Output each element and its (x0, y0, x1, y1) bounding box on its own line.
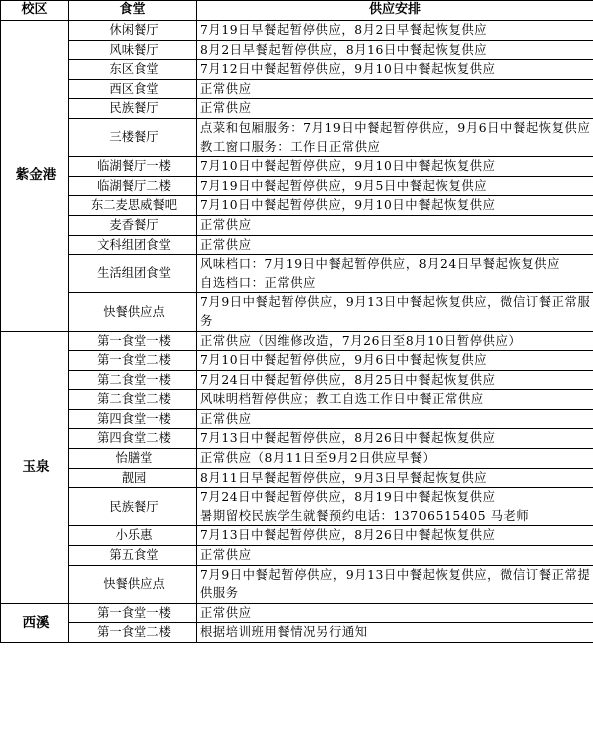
supply-arrangement (197, 99, 593, 119)
arrangement-line: 7月13日中餐起暂停供应，8月26日中餐起恢复供应 (200, 431, 496, 446)
header-campus: 校区 (1, 1, 69, 21)
arrangement-line: 点菜和包厢服务：7月19日中餐起暂停供应，9月6日中餐起恢复供应 (200, 120, 591, 135)
canteen-name: 第二食堂一楼 (69, 370, 197, 390)
table-row (1, 370, 593, 390)
table-row (1, 546, 593, 566)
supply-arrangement (197, 21, 593, 41)
table-row (1, 21, 593, 41)
canteen-name: 快餐供应点 (69, 565, 197, 603)
supply-arrangement (197, 449, 593, 469)
arrangement-line: 7月24日中餐起暂停供应，8月25日中餐起恢复供应 (200, 372, 496, 387)
canteen-name: 第二食堂二楼 (69, 390, 197, 410)
header-arrangement: 供应安排 (197, 1, 593, 21)
arrangement-line: 自选档口：正常供应 (200, 275, 317, 290)
arrangement-line: 7月19日早餐起暂停供应，8月2日早餐起恢复供应 (200, 23, 488, 37)
supply-arrangement (197, 235, 593, 255)
canteen-name: 第一食堂二楼 (69, 623, 197, 643)
arrangement-line: 7月10日中餐起暂停供应，9月10日中餐起恢复供应 (200, 198, 496, 213)
canteen-name: 民族餐厅 (69, 488, 197, 526)
table-row (1, 40, 593, 60)
canteen-name: 文科组团食堂 (69, 235, 197, 255)
canteen-name: 风味餐厅 (69, 40, 197, 60)
arrangement-line: 暑期留校民族学生就餐预约电话：13706515405 马老师 (200, 508, 530, 523)
canteen-name: 生活组团食堂 (69, 255, 197, 293)
table-row (1, 293, 593, 331)
table-row (1, 255, 593, 293)
canteen-name: 第四食堂二楼 (69, 429, 197, 449)
arrangement-line: 风味档口：7月19日中餐起暂停供应，8月24日早餐起恢复供应 (200, 257, 561, 272)
canteen-name: 西区食堂 (69, 79, 197, 99)
table-row (1, 176, 593, 196)
canteen-name: 第一食堂二楼 (69, 351, 197, 371)
table-row (1, 60, 593, 80)
arrangement-line: 正常供应 (200, 81, 252, 96)
supply-arrangement (197, 409, 593, 429)
table-row (1, 488, 593, 526)
supply-arrangement (197, 623, 593, 643)
supply-arrangement (197, 565, 593, 603)
campus-name: 紫金港 (1, 21, 69, 332)
canteen-name: 东二麦思威餐吧 (69, 196, 197, 216)
canteen-name: 东区食堂 (69, 60, 197, 80)
arrangement-line: 风味明档暂停供应；教工自选工作日中餐正常供应 (200, 392, 484, 407)
canteen-name: 快餐供应点 (69, 293, 197, 331)
supply-arrangement (197, 196, 593, 216)
arrangement-line: 正常供应 (200, 411, 252, 426)
supply-arrangement (197, 215, 593, 235)
table-row (1, 390, 593, 410)
canteen-name: 靓园 (69, 468, 197, 488)
supply-arrangement (197, 157, 593, 177)
canteen-name: 休闲餐厅 (69, 21, 197, 41)
canteen-name: 怡膳堂 (69, 449, 197, 469)
arrangement-line: 7月19日中餐起暂停供应，9月5日中餐起恢复供应 (200, 178, 488, 193)
supply-arrangement (197, 603, 593, 623)
arrangement-line: 正常供应 (200, 237, 252, 252)
arrangement-line: 正常供应（8月11日至9月2日供应早餐） (200, 451, 436, 466)
table-row (1, 235, 593, 255)
table-row (1, 79, 593, 99)
canteen-name: 第一食堂一楼 (69, 603, 197, 623)
supply-arrangement (197, 118, 593, 156)
canteen-name: 第一食堂一楼 (69, 331, 197, 351)
arrangement-line: 正常供应 (200, 101, 252, 116)
canteen-name: 临湖餐厅二楼 (69, 176, 197, 196)
supply-arrangement (197, 351, 593, 371)
canteen-name: 临湖餐厅一楼 (69, 157, 197, 177)
arrangement-line: 正常供应 (200, 548, 252, 563)
header-canteen: 食堂 (69, 1, 197, 21)
supply-arrangement (197, 40, 593, 60)
table-row (1, 468, 593, 488)
table-row (1, 157, 593, 177)
supply-arrangement (197, 79, 593, 99)
arrangement-line: 7月10日中餐起暂停供应，9月10日中餐起恢复供应 (200, 159, 496, 174)
supply-arrangement (197, 331, 593, 351)
arrangement-line: 7月10日中餐起暂停供应，9月6日中餐起恢复供应 (200, 353, 488, 368)
schedule-body (1, 21, 593, 643)
supply-arrangement (197, 429, 593, 449)
arrangement-line: 8月2日早餐起暂停供应，8月16日中餐起恢复供应 (200, 42, 488, 57)
table-row (1, 526, 593, 546)
canteen-name: 民族餐厅 (69, 99, 197, 119)
header-row (1, 1, 593, 21)
arrangement-line: 正常供应 (200, 217, 252, 232)
table-row (1, 99, 593, 119)
arrangement-line: 7月9日中餐起暂停供应，9月13日中餐起恢复供应，微信订餐正常服务 (200, 295, 591, 328)
table-row (1, 215, 593, 235)
supply-arrangement (197, 526, 593, 546)
supply-arrangement (197, 468, 593, 488)
canteen-name: 第五食堂 (69, 546, 197, 566)
supply-arrangement (197, 488, 593, 526)
table-row (1, 603, 593, 623)
arrangement-line: 正常供应（因维修改造，7月26日至8月10日暂停供应） (200, 333, 522, 348)
supply-arrangement (197, 176, 593, 196)
supply-arrangement (197, 546, 593, 566)
canteen-name: 麦香餐厅 (69, 215, 197, 235)
arrangement-line: 7月24日中餐起暂停供应，8月19日中餐起恢复供应 (200, 490, 496, 505)
supply-arrangement (197, 60, 593, 80)
arrangement-line: 7月9日中餐起暂停供应，9月13日中餐起恢复供应，微信订餐正常提供服务 (200, 567, 591, 601)
supply-arrangement (197, 390, 593, 410)
table-row (1, 623, 593, 643)
table-row (1, 331, 593, 351)
supply-arrangement (197, 255, 593, 293)
campus-name: 玉泉 (1, 331, 69, 603)
campus-name: 西溪 (1, 603, 69, 642)
table-row (1, 409, 593, 429)
table-row (1, 565, 593, 603)
arrangement-line: 8月11日早餐起暂停供应，9月3日早餐起恢复供应 (200, 470, 488, 485)
arrangement-line: 教工窗口服务：工作日正常供应 (200, 139, 381, 154)
table-row (1, 118, 593, 156)
table-row (1, 196, 593, 216)
supply-arrangement (197, 370, 593, 390)
arrangement-line: 7月12日中餐起暂停供应，9月10日中餐起恢复供应 (200, 62, 496, 77)
arrangement-line: 7月13日中餐起暂停供应，8月26日中餐起恢复供应 (200, 528, 496, 543)
canteen-name: 三楼餐厅 (69, 118, 197, 156)
table-row (1, 449, 593, 469)
arrangement-line: 根据培训班用餐情况另行通知 (200, 625, 368, 640)
table-row (1, 351, 593, 371)
canteen-name: 小乐惠 (69, 526, 197, 546)
canteen-name: 第四食堂一楼 (69, 409, 197, 429)
table-row (1, 429, 593, 449)
supply-arrangement (197, 293, 593, 331)
arrangement-line: 正常供应 (200, 605, 252, 620)
